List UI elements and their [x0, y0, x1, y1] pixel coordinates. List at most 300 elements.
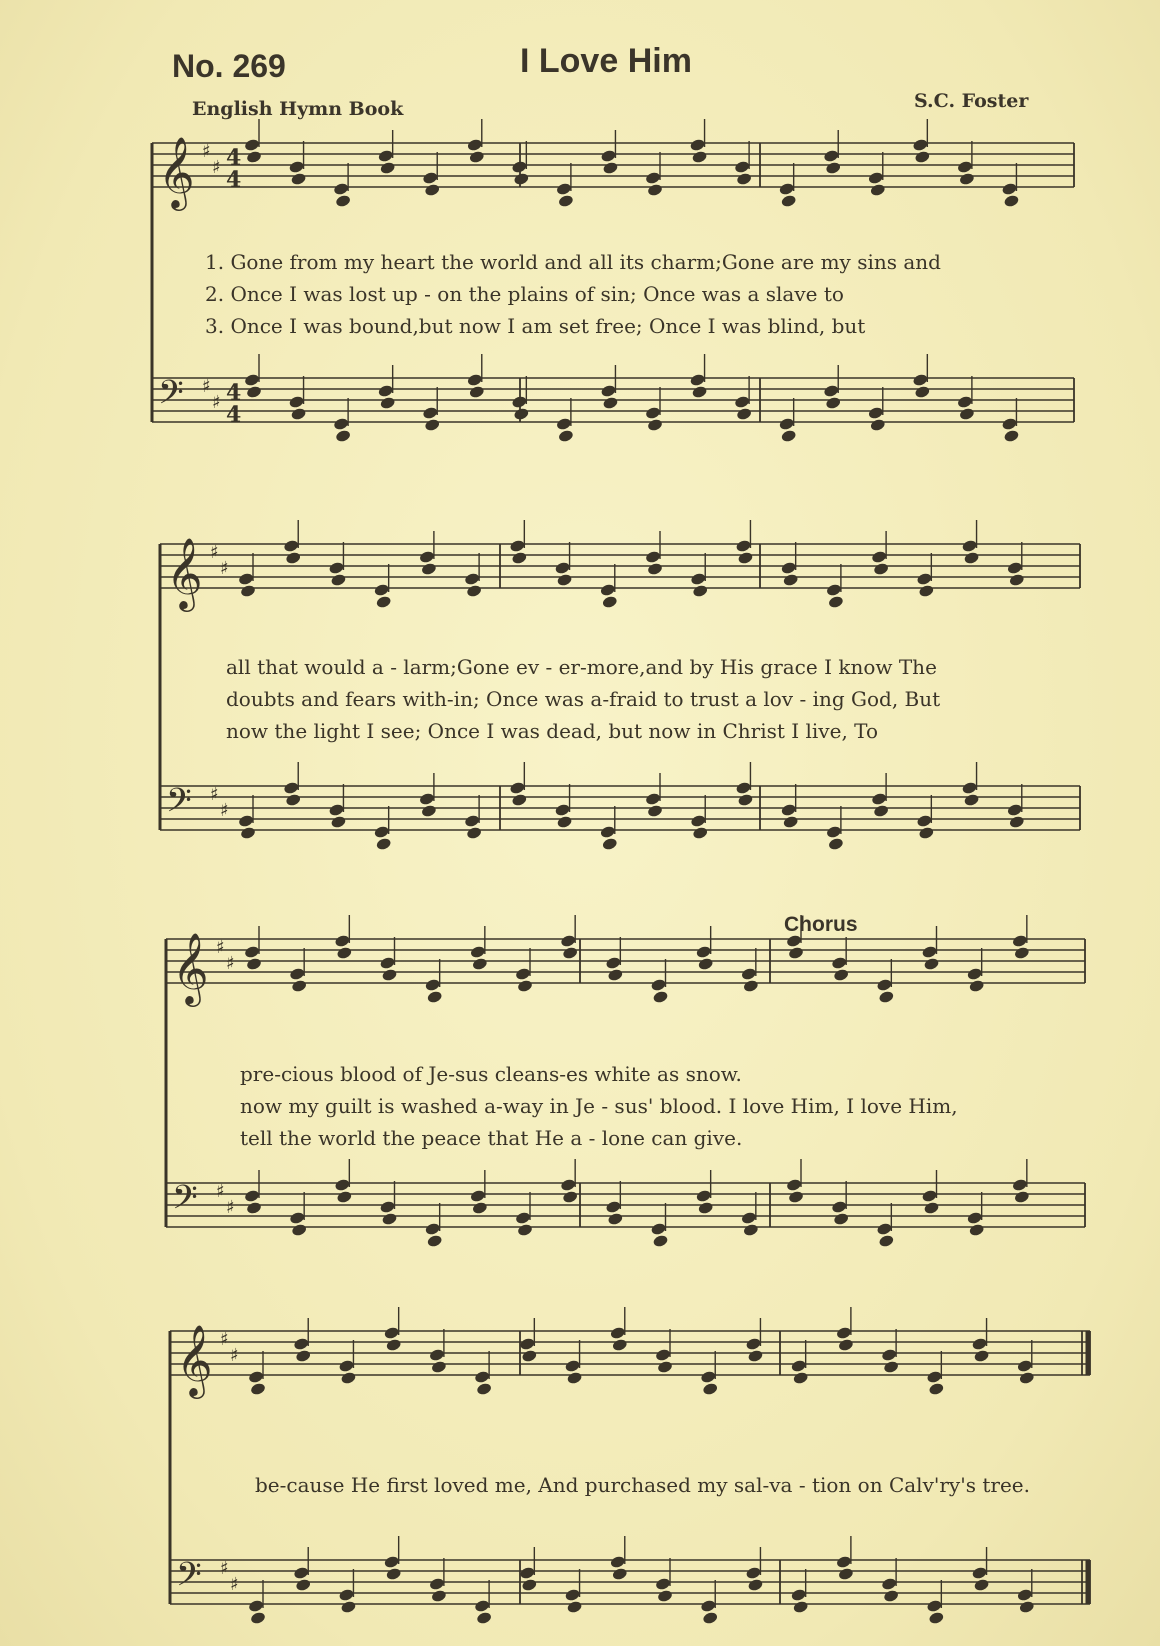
treble-clef: 𝄞: [172, 931, 209, 1004]
note-head: [867, 406, 884, 420]
note-head: [558, 429, 575, 443]
note-head: [600, 149, 617, 163]
key-sharp-c: ♯: [230, 1574, 239, 1595]
note-head: [511, 395, 528, 409]
note-head: [655, 1348, 672, 1362]
note-head: [385, 1567, 402, 1581]
note-head: [736, 407, 753, 421]
note-head: [517, 979, 534, 993]
note-head: [379, 161, 396, 175]
note-head: [290, 407, 307, 421]
note-head: [1001, 417, 1018, 431]
note-head: [521, 1349, 538, 1363]
note-head: [735, 781, 752, 795]
note-head: [652, 1234, 669, 1248]
note-head: [700, 1370, 717, 1384]
lyric-line: 1. Gone from my heart the world and all its charm;Gone are my sins and: [205, 250, 941, 274]
note-head: [562, 1190, 579, 1204]
note-head: [828, 595, 845, 609]
note-head: [957, 160, 974, 174]
note-head: [474, 1370, 491, 1384]
note-head: [246, 385, 263, 399]
note-head: [509, 781, 526, 795]
note-head: [602, 161, 619, 175]
key-sharp-c: ♯: [212, 392, 221, 413]
note-head: [645, 792, 662, 806]
note-head: [554, 561, 571, 575]
hymn-source: English Hymn Book: [192, 98, 404, 120]
note-head: [782, 815, 799, 829]
note-head: [838, 1338, 855, 1352]
note-head: [836, 1326, 853, 1340]
note-head: [647, 418, 664, 432]
key-sharp-f: ♯: [216, 937, 225, 958]
note-head: [330, 815, 347, 829]
note-head: [288, 160, 305, 174]
note-head: [511, 160, 528, 174]
note-head: [379, 956, 396, 970]
note-head: [295, 1349, 312, 1363]
note-head: [690, 572, 707, 586]
note-head: [966, 1211, 983, 1225]
key-sharp-c: ♯: [230, 1345, 239, 1366]
note-head: [554, 803, 571, 817]
note-head: [244, 1189, 261, 1203]
note-head: [828, 837, 845, 851]
note-head: [689, 373, 706, 387]
bass-clef: 𝄢: [158, 374, 184, 420]
note-head: [736, 172, 753, 186]
note-head: [609, 1326, 626, 1340]
note-head: [1016, 1359, 1033, 1373]
note-head: [238, 814, 255, 828]
note-head: [244, 138, 261, 152]
note-head: [511, 793, 528, 807]
note-head: [558, 194, 575, 208]
note-head: [515, 1211, 532, 1225]
note-head: [873, 562, 890, 576]
note-head: [466, 826, 483, 840]
note-head: [513, 407, 530, 421]
note-head: [383, 1555, 400, 1569]
note-head: [560, 1178, 577, 1192]
note-head: [295, 1578, 312, 1592]
note-head: [285, 793, 302, 807]
time-signature-top: 4: [226, 380, 242, 406]
note-head: [881, 1577, 898, 1591]
note-head: [519, 1337, 536, 1351]
key-sharp-f: ♯: [220, 1329, 229, 1350]
key-sharp-f: ♯: [210, 784, 219, 805]
note-head: [246, 1201, 263, 1215]
note-head: [564, 1359, 581, 1373]
note-head: [912, 138, 929, 152]
note-head: [833, 1212, 850, 1226]
note-head: [782, 573, 799, 587]
lyric-line: tell the world the peace that He a - lone can give.: [240, 1126, 743, 1150]
note-head: [1018, 1371, 1035, 1385]
note-head: [734, 160, 751, 174]
note-head: [601, 595, 618, 609]
note-head: [1018, 1600, 1035, 1614]
note-head: [692, 584, 709, 598]
note-head: [788, 946, 805, 960]
note-head: [1012, 934, 1029, 948]
note-head: [747, 1578, 764, 1592]
note-head: [515, 967, 532, 981]
note-head: [928, 1611, 945, 1625]
note-head: [283, 781, 300, 795]
note-head: [869, 418, 886, 432]
note-head: [377, 384, 394, 398]
note-head: [560, 934, 577, 948]
lyric-line: be-cause He first loved me, And purchased my sal-va - tion on Calv'ry's tree.: [255, 1473, 1030, 1497]
note-head: [470, 1189, 487, 1203]
note-head: [422, 171, 439, 185]
note-head: [743, 979, 760, 993]
note-head: [602, 396, 619, 410]
note-head: [921, 945, 938, 959]
note-head: [926, 1370, 943, 1384]
note-head: [566, 1371, 583, 1385]
note-head: [431, 1360, 448, 1374]
note-head: [655, 1577, 672, 1591]
note-head: [957, 395, 974, 409]
note-head: [517, 1223, 534, 1237]
key-sharp-f: ♯: [202, 141, 211, 162]
note-head: [335, 194, 352, 208]
note-head: [611, 1338, 628, 1352]
note-head: [918, 584, 935, 598]
note-head: [966, 967, 983, 981]
note-head: [968, 1223, 985, 1237]
note-head: [657, 1360, 674, 1374]
time-signature-bottom: 4: [226, 402, 242, 428]
note-head: [600, 384, 617, 398]
lyric-line: doubts and fears with-in; Once was a-fraid to trust a lov - ing God, But: [226, 687, 941, 711]
time-signature-bottom: 4: [226, 167, 242, 193]
note-head: [825, 396, 842, 410]
note-head: [328, 561, 345, 575]
treble-clef: 𝄞: [176, 1323, 213, 1396]
note-head: [833, 968, 850, 982]
note-head: [780, 561, 797, 575]
note-head: [883, 1589, 900, 1603]
note-head: [283, 539, 300, 553]
note-head: [1016, 1588, 1033, 1602]
note-head: [1012, 1178, 1029, 1192]
note-head: [831, 1200, 848, 1214]
note-head: [1003, 429, 1020, 443]
note-head: [741, 1211, 758, 1225]
note-head: [971, 1337, 988, 1351]
key-sharp-c: ♯: [220, 800, 229, 821]
note-head: [741, 967, 758, 981]
lyric-line: 3. Once I was bound,but now I am set free; Once I was blind, but: [205, 314, 866, 338]
note-head: [790, 1588, 807, 1602]
note-head: [340, 1600, 357, 1614]
note-head: [377, 149, 394, 163]
note-head: [556, 182, 573, 196]
key-sharp-c: ♯: [226, 1197, 235, 1218]
note-head: [1014, 1190, 1031, 1204]
note-head: [912, 373, 929, 387]
note-head: [466, 373, 483, 387]
note-head: [1008, 573, 1025, 587]
note-head: [792, 1600, 809, 1614]
note-head: [240, 826, 257, 840]
note-head: [336, 1190, 353, 1204]
note-head: [472, 957, 489, 971]
note-head: [867, 171, 884, 185]
note-head: [566, 1600, 583, 1614]
time-signature-top: 4: [226, 145, 242, 171]
note-head: [823, 149, 840, 163]
note-head: [788, 1190, 805, 1204]
key-sharp-f: ♯: [220, 1558, 229, 1579]
note-head: [429, 1577, 446, 1591]
note-head: [472, 1201, 489, 1215]
note-head: [470, 945, 487, 959]
note-head: [605, 1200, 622, 1214]
note-head: [831, 956, 848, 970]
note-head: [881, 1348, 898, 1362]
note-head: [697, 1201, 714, 1215]
note-head: [825, 161, 842, 175]
note-head: [601, 837, 618, 851]
note-head: [556, 573, 573, 587]
note-head: [464, 814, 481, 828]
note-head: [737, 551, 754, 565]
note-head: [244, 945, 261, 959]
note-head: [333, 417, 350, 431]
note-head: [424, 418, 441, 432]
lyric-line: pre-cious blood of Je-sus cleans-es white as snow.: [240, 1062, 742, 1086]
note-head: [424, 183, 441, 197]
note-head: [333, 182, 350, 196]
note-head: [293, 1566, 310, 1580]
treble-clef: 𝄞: [166, 536, 203, 609]
note-head: [422, 406, 439, 420]
note-head: [383, 1326, 400, 1340]
note-head: [790, 1359, 807, 1373]
note-head: [645, 171, 662, 185]
note-head: [248, 1599, 265, 1613]
note-head: [961, 781, 978, 795]
note-head: [611, 1567, 628, 1581]
note-head: [743, 1223, 760, 1237]
note-head: [657, 1589, 674, 1603]
note-head: [426, 1234, 443, 1248]
note-head: [244, 373, 261, 387]
note-head: [826, 825, 843, 839]
note-head: [334, 1178, 351, 1192]
note-head: [780, 429, 797, 443]
hymn-number: No. 269: [172, 48, 286, 84]
note-head: [511, 551, 528, 565]
note-head: [700, 1599, 717, 1613]
note-head: [647, 804, 664, 818]
note-head: [421, 562, 438, 576]
note-head: [291, 979, 308, 993]
note-head: [780, 194, 797, 208]
note-head: [971, 1566, 988, 1580]
note-head: [375, 595, 392, 609]
note-head: [786, 1178, 803, 1192]
note-head: [605, 956, 622, 970]
hymn-composer: S.C. Foster: [914, 90, 1029, 112]
note-head: [429, 1348, 446, 1362]
note-head: [466, 584, 483, 598]
note-head: [476, 1611, 493, 1625]
note-head: [607, 1212, 624, 1226]
note-head: [963, 793, 980, 807]
note-head: [647, 183, 664, 197]
note-head: [697, 957, 714, 971]
note-head: [240, 584, 257, 598]
note-head: [691, 150, 708, 164]
key-sharp-f: ♯: [202, 376, 211, 397]
lyric-line: all that would a - larm;Gone ev - er-more,and by His grace I know The: [226, 655, 937, 679]
note-head: [335, 429, 352, 443]
note-head: [792, 1371, 809, 1385]
note-head: [338, 1359, 355, 1373]
note-head: [336, 946, 353, 960]
note-head: [918, 826, 935, 840]
note-head: [599, 583, 616, 597]
note-head: [876, 1222, 893, 1236]
key-sharp-c: ♯: [220, 558, 229, 579]
note-head: [293, 1337, 310, 1351]
bass-clef: 𝄢: [172, 1179, 198, 1225]
note-head: [690, 814, 707, 828]
note-head: [923, 1201, 940, 1215]
note-head: [468, 385, 485, 399]
note-head: [883, 1360, 900, 1374]
note-head: [248, 1370, 265, 1384]
note-head: [385, 1338, 402, 1352]
note-head: [871, 550, 888, 564]
note-head: [826, 583, 843, 597]
note-head: [556, 417, 573, 431]
lyric-line: now my guilt is washed a-way in Je - sus' blood. I love Him, I love Him,: [240, 1094, 958, 1118]
note-head: [250, 1611, 267, 1625]
note-head: [519, 1566, 536, 1580]
note-head: [876, 978, 893, 992]
note-head: [780, 803, 797, 817]
note-head: [691, 385, 708, 399]
note-head: [838, 1567, 855, 1581]
note-head: [745, 1566, 762, 1580]
note-head: [521, 1578, 538, 1592]
note-head: [330, 573, 347, 587]
note-head: [419, 792, 436, 806]
note-head: [652, 990, 669, 1004]
note-head: [735, 539, 752, 553]
note-head: [285, 551, 302, 565]
note-head: [599, 825, 616, 839]
note-head: [695, 1189, 712, 1203]
key-sharp-f: ♯: [210, 542, 219, 563]
note-head: [556, 815, 573, 829]
note-head: [381, 968, 398, 982]
note-head: [466, 138, 483, 152]
note-head: [959, 407, 976, 421]
note-head: [914, 150, 931, 164]
note-head: [973, 1349, 990, 1363]
note-head: [928, 1382, 945, 1396]
note-head: [609, 1555, 626, 1569]
lyric-line: now the light I see; Once I was dead, but now in Christ I live, To: [226, 719, 878, 743]
note-head: [474, 1599, 491, 1613]
note-head: [873, 804, 890, 818]
note-head: [1001, 182, 1018, 196]
note-head: [747, 1349, 764, 1363]
note-head: [645, 406, 662, 420]
note-head: [424, 1222, 441, 1236]
note-head: [878, 1234, 895, 1248]
note-head: [645, 550, 662, 564]
note-head: [1008, 815, 1025, 829]
bass-clef: 𝄢: [176, 1556, 202, 1602]
note-head: [916, 814, 933, 828]
note-head: [973, 1578, 990, 1592]
note-head: [914, 385, 931, 399]
note-head: [702, 1382, 719, 1396]
treble-clef: 𝄞: [158, 135, 195, 208]
note-head: [778, 417, 795, 431]
note-head: [476, 1382, 493, 1396]
note-head: [513, 172, 530, 186]
lyric-line: 2. Once I was lost up - on the plains of sin; Once was a slave to: [205, 282, 844, 306]
note-head: [702, 1611, 719, 1625]
note-head: [1006, 561, 1023, 575]
note-head: [968, 979, 985, 993]
note-head: [778, 182, 795, 196]
note-head: [334, 934, 351, 948]
note-head: [959, 172, 976, 186]
note-head: [963, 551, 980, 565]
key-sharp-c: ♯: [212, 157, 221, 178]
note-head: [1006, 803, 1023, 817]
note-head: [379, 1200, 396, 1214]
note-head: [419, 550, 436, 564]
note-head: [836, 1555, 853, 1569]
note-head: [381, 1212, 398, 1226]
note-head: [290, 172, 307, 186]
hymn-title: I Love Him: [520, 42, 692, 80]
note-head: [737, 793, 754, 807]
note-head: [564, 1588, 581, 1602]
note-head: [431, 1589, 448, 1603]
note-head: [373, 583, 390, 597]
note-head: [923, 957, 940, 971]
note-head: [921, 1189, 938, 1203]
note-head: [734, 395, 751, 409]
note-head: [509, 539, 526, 553]
note-head: [878, 990, 895, 1004]
note-head: [650, 978, 667, 992]
note-head: [421, 804, 438, 818]
note-head: [246, 957, 263, 971]
bass-clef: 𝄢: [166, 782, 192, 828]
note-head: [926, 1599, 943, 1613]
note-head: [871, 792, 888, 806]
note-head: [426, 990, 443, 1004]
note-head: [464, 572, 481, 586]
key-sharp-c: ♯: [226, 953, 235, 974]
note-head: [692, 826, 709, 840]
